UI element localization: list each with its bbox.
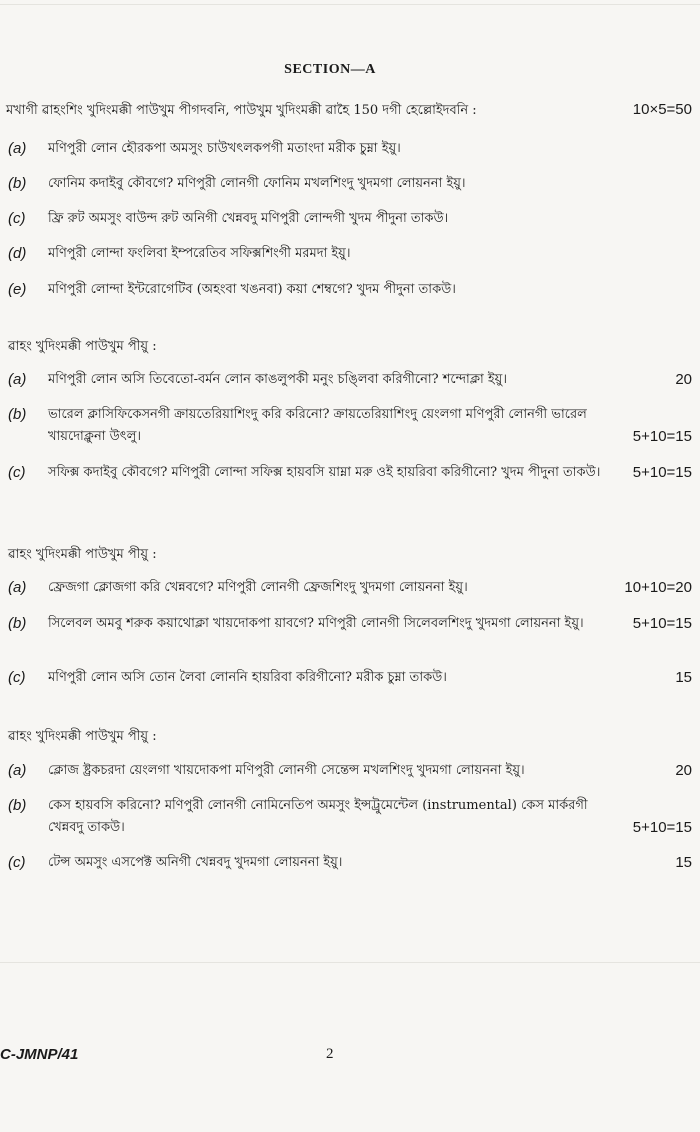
- question-marks: 20: [675, 762, 692, 779]
- question-text: সিলেবল অমবু শরুক কয়াথোক্লা খায়দোকপা য়াবগে? মণিপুরী লোনগী সিলেবলশিংদু খুদমগা লোয়ননা ইয়ু।: [48, 616, 584, 631]
- question-label: (a): [8, 579, 27, 596]
- question-4b: [8, 795, 692, 839]
- question-4a: [8, 760, 692, 782]
- question-label: (d): [8, 245, 27, 262]
- question-text: ফ্রি রুট অমসুং বাউন্দ রুট অনিগী খেন্নবদু মণিপুরী লোন্দগী খুদম পীদুনা তাকউ।: [48, 211, 449, 226]
- question-marks: 5+10=15: [632, 428, 692, 445]
- section-title: SECTION—A: [284, 62, 376, 77]
- question-text: টেন্স অমসুং এসপেক্ট অনিগী খেন্নবদু খুদমগা লোয়ননা ইয়ু।: [48, 855, 343, 870]
- instructions: [6, 101, 692, 122]
- question-label: (b): [8, 615, 27, 632]
- question-label: (a): [8, 371, 27, 388]
- question-1e: [8, 279, 692, 301]
- question-3b: [8, 613, 692, 635]
- question-label: (b): [8, 797, 27, 814]
- question-text: ফ্রেজগা ক্লোজগা করি খেন্নবগে? মণিপুরী লোনগী ফ্রেজশিংদু খুদমগা লোয়ননা ইয়ু।: [48, 580, 468, 595]
- question-label: (c): [8, 669, 26, 686]
- question-label: (a): [8, 762, 27, 779]
- question-1d: [8, 243, 692, 265]
- question-marks: 10+10=20: [624, 579, 692, 596]
- question-3a: [8, 577, 692, 599]
- instructions-marks: 10×5=50: [632, 101, 692, 118]
- question-marks: 5+10=15: [632, 615, 692, 632]
- question-text: মণিপুরী লোন হৌরকপা অমসুং চাউখৎলকপগী মতাংদা মরীক চুম্না ইয়ু।: [48, 141, 401, 156]
- question-text: ফোনিম কদাইবু কৌবগে? মণিপুরী লোনগী ফোনিম মখলশিংদু খুদমগা লোয়ননা ইয়ু।: [48, 176, 466, 191]
- question-1a: [8, 138, 692, 160]
- question-text: ক্লোজ ষ্ট্রকচরদা য়েংলগা খায়দোকপা মণিপুরী লোনগী সেন্তেন্স মখলশিংদু খুদমগা লোয়ননা ইয়ু।: [48, 763, 525, 778]
- question-marks: 15: [675, 854, 692, 871]
- question-1c: [8, 208, 692, 230]
- paper-code: C-JMNP/41: [0, 1046, 79, 1063]
- question-text: মণিপুরী লোন্দা ইন্টরোগেটিব (অহংবা খঙনবা) কয়া শেম্বগে? খুদম পীদুনা তাকউ।: [48, 282, 456, 297]
- question-label: (c): [8, 210, 26, 227]
- question-text: মণিপুরী লোন্দা ফংলিবা ইম্পরেতিব সফিক্সশিংগী মরমদা ইয়ু।: [48, 246, 351, 261]
- group-4-heading: ৱাহং খুদিংমক্কী পাউখুম পীয়ু :: [8, 729, 157, 744]
- question-marks: 15: [675, 669, 692, 686]
- question-text: মণিপুরী লোন অসি তোন লৈবা লোননি হায়রিবা করিগীনো? মরীক চুম্না তাকউ।: [48, 670, 447, 685]
- instructions-text: মখাগী ৱাহংশিং খুদিংমক্কী পাউখুম পীগদবনি, পাউখুম খুদিংমক্কী ৱাহৈ 150 দগী হেল্লোইদবনি :: [6, 103, 477, 118]
- group-2-heading: ৱাহং খুদিংমক্কী পাউখুম পীয়ু :: [8, 339, 157, 354]
- question-text: মণিপুরী লোন অসি তিবেতো-বর্মন লোন কাঙলুপকী মনুং চঙ্লিবা করিগীনো? শন্দোক্লা ইয়ু।: [48, 372, 507, 387]
- question-text: ভারেল ক্লাসিফিকেসনগী ক্রায়তেরিয়াশিংদু করি করিনো? ক্রায়তেরিয়াশিংদু য়েংলগা মণিপুরী লোনগী ভারেল খায়দোক্লুনা উৎলু।: [48, 407, 587, 444]
- question-1b: [8, 173, 692, 195]
- question-label: (a): [8, 140, 27, 157]
- question-marks: 5+10=15: [632, 819, 692, 836]
- page-number: 2: [326, 1046, 334, 1062]
- question-3c: [8, 667, 692, 689]
- question-label: (c): [8, 854, 26, 871]
- question-label: (b): [8, 175, 27, 192]
- group-3-heading: ৱাহং খুদিংমক্কী পাউখুম পীয়ু :: [8, 547, 157, 562]
- bottom-rule: [0, 962, 700, 963]
- top-rule: [0, 4, 700, 5]
- question-2a: [8, 369, 692, 391]
- question-marks: 5+10=15: [632, 464, 692, 481]
- question-label: (b): [8, 406, 27, 423]
- question-text: সফিক্স কদাইবু কৌবগে? মণিপুরী লোন্দা সফিক্স হায়বসি য়াম্না মরু ওই হায়রিবা করিগীনো? খুদম পীদুনা তাকউ।: [48, 465, 601, 480]
- question-text: কেস হায়বসি করিনো? মণিপুরী লোনগী নোমিনেতিপ অমসুং ইন্সট্রুমেন্টেল (instrumental) কেস মার্করগী খেন্নবদু তাকউ।: [48, 798, 588, 835]
- question-label: (c): [8, 464, 26, 481]
- question-2c: [8, 462, 692, 484]
- question-label: (e): [8, 281, 27, 298]
- question-marks: 20: [675, 371, 692, 388]
- question-2b: [8, 404, 692, 448]
- question-4c: [8, 852, 692, 874]
